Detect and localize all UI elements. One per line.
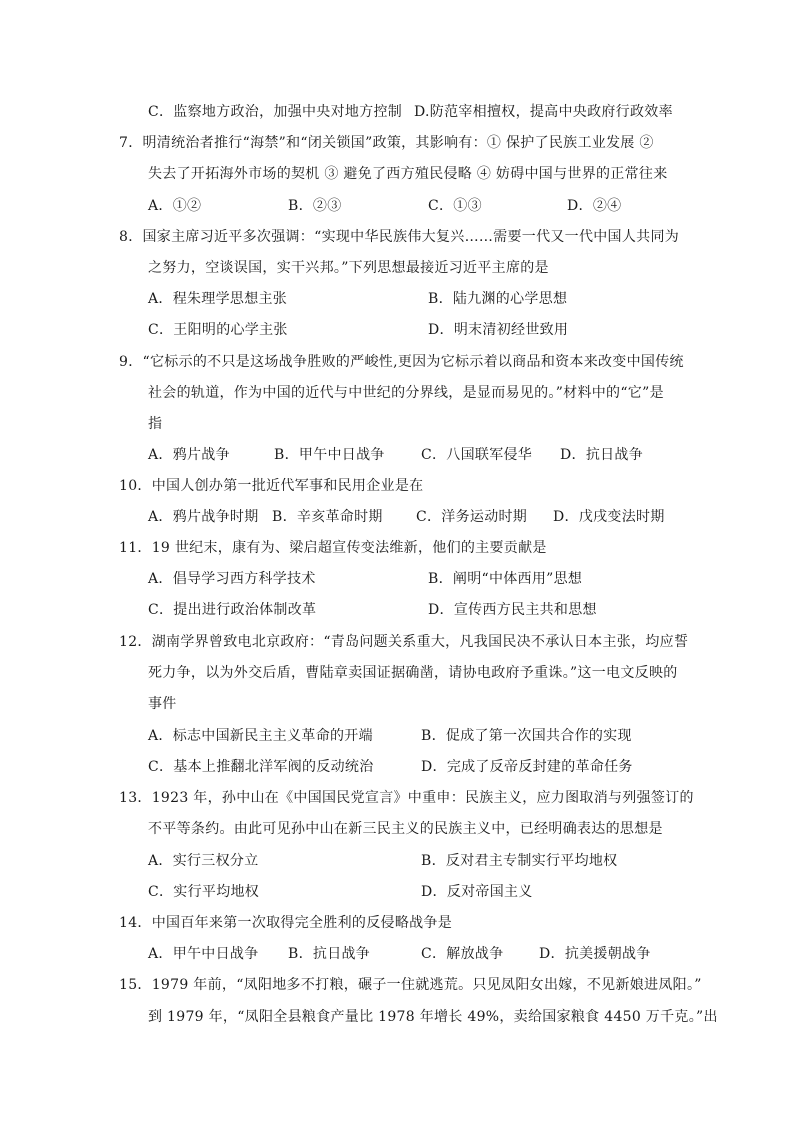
q14-option-d: D．抗美援朝战争 <box>539 946 651 962</box>
q10-option-a: A．鸦片战争时期 <box>148 509 259 525</box>
q13-option-c: C．实行平均地权 <box>148 884 260 900</box>
q15-stem-line-1: 15．1979 年前，“凤阳地多不打粮，碾子一住就逃荒。只见凤阳女出嫁，不见新娘进凤阳。” <box>119 977 702 993</box>
q9-option-d: D．抗日战争 <box>560 447 644 463</box>
q10-option-b: B．辛亥革命时期 <box>272 509 383 525</box>
q12-option-c: C．基本上推翻北洋军阀的反动统治 <box>148 759 374 775</box>
q9-option-c: C．八国联军侵华 <box>421 447 533 463</box>
q7-stem-line-2: 失去了开拓海外市场的契机 ③ 避免了西方殖民侵略 ④ 妨碍中国与世界的正常往来 <box>148 166 668 182</box>
q12-stem-line-2: 死力争，以为外交后盾，曹陆章卖国证据确凿，请协电政府予重诛。”这一电文反映的 <box>148 665 678 681</box>
q7-stem-line-1: 7．明清统治者推行“海禁”和“闭关锁国”政策，其影响有：① 保护了民族工业发展 ② <box>119 135 654 151</box>
q9-option-a: A．鸦片战争 <box>148 447 230 463</box>
q9-option-b: B．甲午中日战争 <box>274 447 385 463</box>
q7-option-c: C．①③ <box>428 198 482 214</box>
q14-option-c: C．解放战争 <box>421 946 504 962</box>
q12-stem-line-3: 事件 <box>148 696 177 712</box>
q6-option-d: D.防范宰相擅权，提高中央政府行政效率 <box>414 104 673 120</box>
q13-stem-line-1: 13．1923 年，孙中山在《中国国民党宣言》中重申：民族主义，应力图取消与列强签订的 <box>119 790 694 806</box>
q7-option-b: B．②③ <box>288 198 342 214</box>
q9-stem-line-1: 9．“它标示的不只是这场战争胜败的严峻性,更因为它标示着以商品和资本来改变中国传统 <box>119 354 684 370</box>
q8-option-d: D．明末清初经世致用 <box>428 322 569 338</box>
q14-stem-line-1: 14．中国百年来第一次取得完全胜利的反侵略战争是 <box>119 915 453 931</box>
q11-option-c: C．提出进行政治体制改革 <box>148 602 317 618</box>
q9-stem-line-2: 社会的轨道，作为中国的近代与中世纪的分界线，是显而易见的。”材料中的“它”是 <box>148 385 664 401</box>
q6-option-c: C．监察地方政治，加强中央对地方控制 <box>148 104 403 120</box>
q14-option-b: B．抗日战争 <box>288 946 371 962</box>
q7-option-d: D．②④ <box>567 198 622 214</box>
q11-option-a: A．倡导学习西方科学技术 <box>148 571 316 587</box>
q10-option-c: C．洋务运动时期 <box>416 509 528 525</box>
q10-option-d: D．戊戌变法时期 <box>553 509 665 525</box>
q8-option-c: C．王阳明的心学主张 <box>148 322 288 338</box>
q12-option-a: A．标志中国新民主主义革命的开端 <box>148 728 373 744</box>
q11-stem-line-1: 11．19 世纪末，康有为、梁启超宣传变法维新，他们的主要贡献是 <box>119 540 547 556</box>
q8-stem-line-2: 之努力，空谈误国，实干兴邦。”下列思想最接近习近平主席的是 <box>148 260 549 276</box>
q12-stem-line-1: 12．湖南学界曾致电北京政府：“青岛问题关系重大，凡我国民决不承认日本主张，均应誓 <box>119 634 689 650</box>
q8-option-a: A．程朱理学思想主张 <box>148 291 288 307</box>
q9-stem-line-3: 指 <box>148 416 163 432</box>
q12-option-b: B．促成了第一次国共合作的实现 <box>421 728 632 744</box>
q12-option-d: D．完成了反帝反封建的革命任务 <box>421 759 633 775</box>
q11-option-d: D．宣传西方民主共和思想 <box>428 602 597 618</box>
q8-stem-line-1: 8．国家主席习近平多次强调：“实现中华民族伟大复兴……需要一代又一代中国人共同为 <box>119 229 680 245</box>
q13-option-b: B．反对君主专制实行平均地权 <box>421 853 618 869</box>
q14-option-a: A．甲午中日战争 <box>148 946 259 962</box>
q13-stem-line-2: 不平等条约。由此可见孙中山在新三民主义的民族主义中，已经明确表达的思想是 <box>148 821 663 837</box>
q10-stem-line-1: 10．中国人创办第一批近代军事和民用企业是在 <box>119 478 424 494</box>
q7-option-a: A．①② <box>148 198 202 214</box>
q13-option-d: D．反对帝国主义 <box>421 884 533 900</box>
q8-option-b: B．陆九渊的心学思想 <box>428 291 568 307</box>
q15-stem-line-2: 到 1979 年，“凤阳全县粮食产量比 1978 年增长 49%，卖给国家粮食 4450 万千克。”出 <box>148 1009 718 1025</box>
q13-option-a: A．实行三权分立 <box>148 853 259 869</box>
q11-option-b: B．阐明“中体西用”思想 <box>428 571 583 587</box>
